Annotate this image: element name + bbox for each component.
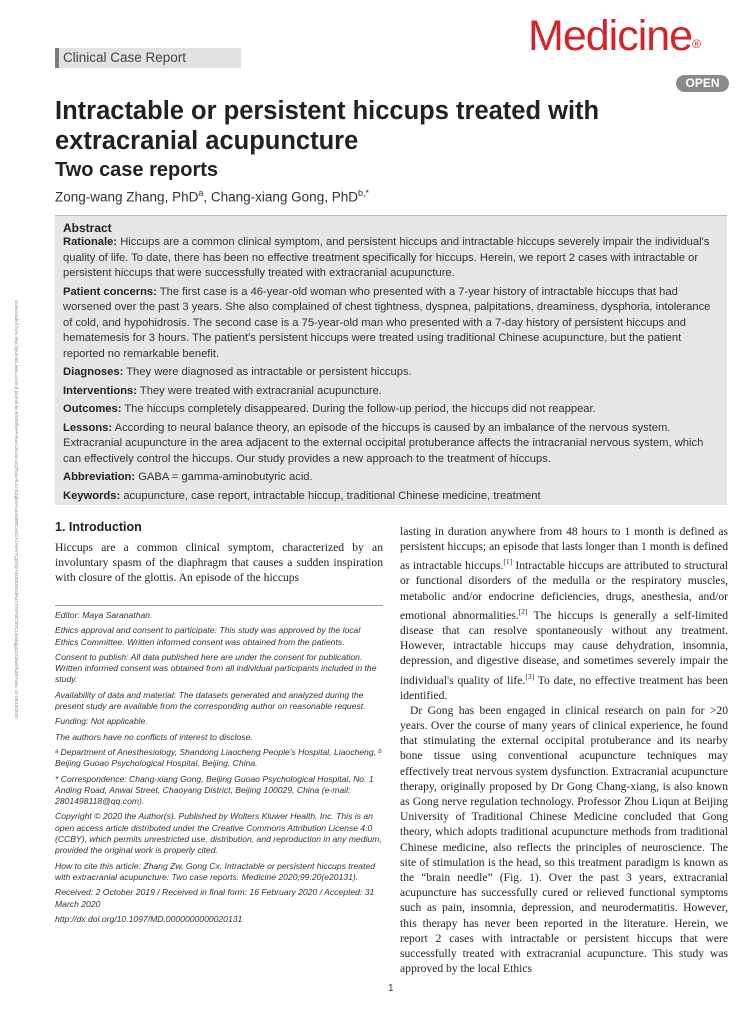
right-column [400,524,728,976]
journal-logo [528,12,700,60]
abstract-interventions: Interventions: They were treated with extracranial acupuncture. [63,384,382,397]
abstract-outcomes: Outcomes: The hiccups completely disappeared. During the follow-up period, the hiccups did not reappear. [63,403,596,415]
article-subtitle: Two case reports [55,159,219,181]
doi-link[interactable]: http://dx.doi.org/10.1097/MD.0000000000020131 [55,913,243,924]
left-column [55,520,383,586]
footnote-dates: Received: 2 October 2019 / Received in final form: 16 February 2020 / Accepted: 31 March 2020 [55,887,375,909]
intro-paragraph: Hiccups are a common clinical symptom, characterized by an involuntary spasm of the diaphragm that causes a sudden inspiration with closure of the glottis. An episode of the hiccups [55,541,383,585]
abstract-box [55,215,727,505]
footnote-conflicts: The authors have no conflicts of interest to disclose. [55,731,253,742]
footnote-citation: How to cite this article: Zhang Zw, Gong Cx. Intractable or persistent hiccups treated with extracranial acupuncture: Two case reports. Medicine 2020;99:20(e20131). [55,860,376,882]
article-title: Intractable or persistent hiccups treated with extracranial acupuncture [55,97,600,155]
author-affiliation-mark: b,* [357,188,369,198]
abstract-heading: Abstract [63,221,112,235]
footnote-editor: Editor: Maya Saranathan. [55,610,153,620]
body-paragraph: lasting in duration anywhere from 48 hours to 1 month is defined as persistent hiccups; an episode that lasts longer than 1 month is defined as intractable hiccups.[1] Intractable hiccups are attributed to structural or functional disorders of the medulla or the respiratory muscles, metabolic and/or endocrine deficiencies, drugs, anesthesia, and/or emotional abnormalities.[2] The hiccups is generally a self-limited disease that can resolve spontaneously without any treatment. However, intractable hiccups may cause dehydration, insomnia, depression, and digestive disease, and sometimes severely impair the individual's quality of life.[3] To date, no effective treatment has been identified. [400,525,729,702]
body-paragraph: Dr Gong has been engaged in clinical research on pain for >20 years. Over the course of many years of clinical experience, he found that stimulating the external occipital protuberance and its nearby bone tissue using conventional acupuncture techniques may effectively treat nervous system dysfunction. Extracranial acupuncture therapy, originally proposed by Dr Gong Chang-xiang, is also known as Gong nerve regulation technology. Professor Zhou Liqun at Beijing University of Traditional Chinese Medicine concluded that Gong theory, which adopts traditional acupuncture methods from traditional Chinese medicine, also reflects the principles of neuroscience. The site of stimulation is the head, so this treatment paradigm is known as the “brain needle” (Fig. 1). Over the past 3 years, extracranial acupuncture has successfully cured or relieved functional symptoms such as pain, insomnia, depression, and neurodermatitis. However, this therapy has never been reported in the literature. Herein, we report 2 cases with intractable or persistent hiccups that were successfully treated with extracranial acupuncture. This study was approved by the local Ethics [400,703,728,976]
footnote-copyright: Copyright © 2020 the Author(s). Published by Wolters Kluwer Health, Inc. This is an open access article distributed under the Creative Commons Attribution License 4.0 (CCBY), which permits unrestricted use, distribution, and reproduction in any medium, provided the original work is properly cited. [55,811,382,856]
open-access-badge: OPEN [676,75,729,92]
registered-mark: ® [692,37,700,51]
abstract-keywords: Keywords: acupuncture, case report, intractable hiccup, traditional Chinese medicine, treatment [63,489,541,502]
section-heading-introduction: 1. Introduction [55,520,142,534]
footnote-affiliations: ᵃ Department of Anesthesiology, Shandong Liaocheng People's Hospital, Liaocheng, ᵇ Beijing Guoao Psychological Hospital, Beijing, China. [55,746,382,769]
abstract-patient-concerns: Patient concerns: The first case is a 46-year-old woman who presented with a 7-year history of intractable hiccups that had worsened over the past 3 years. She also complained of chest tightness, dyspnea, palpitations, dreaminess, dysphoria, intolerance of cold, and hypohidrosis. The second case is a 75-year-old man who presented with a 7-day history of persistent hiccups and hematemesis for 3 hours. The patient's persistent hiccups were treated using traditional Chinese acupuncture, but the patient reported no remarkable benefit. [63,285,711,360]
abstract-lessons: Lessons: According to neural balance theory, an episode of the hiccups is caused by an imbalance of the nervous system. Extracranial acupuncture in the area adjacent to the external occipital protuberance affects the intracranial nervous system, which can effectively control the hiccups. Our study provides a new approach to the treatment of hiccups. [63,421,704,465]
footnote-availability: Availability of data and material: The datasets generated and analyzed during the present study are available from the corresponding author on reasonable request. [55,689,366,712]
page-number: 1 [388,983,394,994]
citation-ref[interactable]: [1] [503,557,513,567]
footnotes [55,605,383,929]
author-list: Zong-wang Zhang, PhD$^a$, Chang-xiang Gong, PhD$^{b,*}$ [55,188,369,205]
citation-ref[interactable]: [2] [518,606,528,616]
section-tag: Clinical Case Report [55,48,241,68]
citation-ref[interactable]: [3] [525,671,535,681]
journal-name: Medicine [528,12,693,60]
footnote-ethics: Ethics approval and consent to participate: This study was approved by the local Ethics Committee. Written informed consent was obtained from the patients. [55,625,361,647]
author-name[interactable]: Zong-wang Zhang, PhD [55,189,199,205]
abstract-abbreviation: Abbreviation: GABA = gamma-aminobutyric acid. [63,471,313,483]
footnote-consent: Consent to publish: All data published here are under the consent for publication. Written informed consent was obtained from all individual participants included in the study. [55,651,377,685]
abstract-rationale: Rationale: Hiccups are a common clinical symptom, and persistent hiccups and intractable hiccups severely impair the individual's quality of life. To date, there has been no effective treatment specifically for hiccups. Herein, we report 2 cases with intractable or persistent hiccups that were successfully treated with extracranial acupuncture. [63,236,710,279]
author-affiliation-mark: a [198,188,204,198]
download-watermark: Downloaded from http://journals.lww.com/md-journal by BhDMf5ePHKav1zEoum1tQfN4a+kJLhEZgbsIHo4XMi0hCywCX1AWnYQp/IlQrHD3i3D0OdRyi7TvSFl4Cf3VC1y0abggQZXdtwnfKZBYtws= on 05/18/2020 [14,300,19,719]
abstract-diagnoses: Diagnoses: They were diagnosed as intractable or persistent hiccups. [63,366,412,378]
author-name[interactable]: Chang-xiang Gong, PhD [210,189,358,205]
footnote-correspondence: * Correspondence: Chang-xiang Gong, Beijing Guoao Psychological Hospital, No. 1 Anding Road, Anwai Street, Chaoyang District, Beijing 100029, China (e-mail: 2801498118@qq.com). [55,773,374,807]
footnote-funding: Funding: Not applicable. [55,716,148,727]
